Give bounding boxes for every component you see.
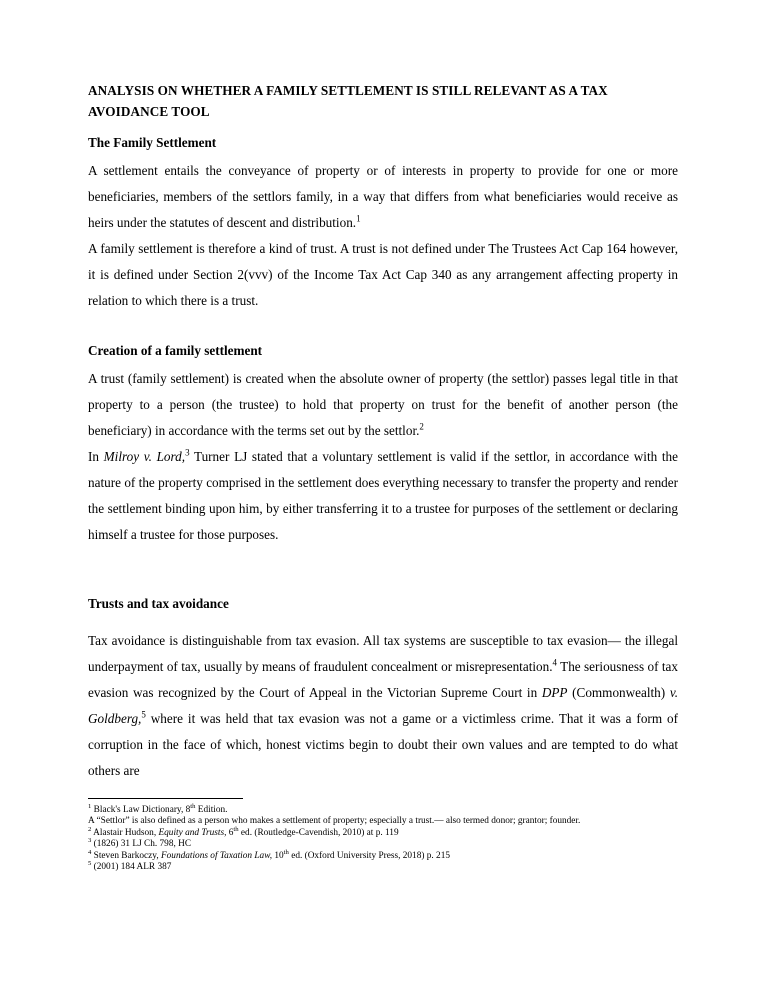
- footnote-3: [88, 839, 678, 850]
- paragraph-family-settlement-trust: A family settlement is therefore a kind of trust. A trust is not defined under The Trustees Act Cap 164 however, it is defined under Section 2(vvv) of the Income Tax Act Cap 340 as any arrangement affecting property in relation to which there is a trust.: [88, 241, 678, 308]
- paragraph-text-lead: In: [88, 449, 104, 464]
- footnote-number-4: 4: [88, 848, 92, 856]
- footnote-2: [88, 825, 678, 839]
- page-title: ANALYSIS ON WHETHER A FAMILY SETTLEMENT IS STILL RELEVANT AS A TAX AVOIDANCE TOOL: [88, 83, 608, 119]
- paragraph-milroy-v-lord: [88, 444, 678, 548]
- footnote-ref-3[interactable]: 3: [185, 447, 190, 458]
- paragraph-trust-creation: [88, 366, 678, 444]
- footnote-4-ordinal: th: [283, 848, 289, 856]
- footnote-3-text: (1826) 31 LJ Ch. 798, HC: [91, 839, 192, 850]
- paragraph-text-c: where it was held that tax evasion was not a game or a victimless crime. That it was a form of corruption in the face of which, honest victims begin to doubt their own values and are tempted to do what others are: [88, 711, 678, 778]
- paragraph-text-a: Tax avoidance is distinguishable from tax evasion. All tax systems are susceptible to tax evasion— the illegal underpayment of tax, usually by means of fraudulent concealment or misrepresentation.: [88, 633, 678, 674]
- paragraph-settlement-definition: [88, 158, 678, 236]
- footnote-2-ordinal: th: [233, 825, 239, 833]
- footnotes-area: [88, 798, 678, 873]
- footnote-2-text-after: ed. (Routledge-Cavendish, 2010) at p. 119: [238, 827, 399, 838]
- footnote-4-text-after: ed. (Oxford University Press, 2018) p. 215: [288, 850, 450, 861]
- footnote-2-title: Equity and Trusts,: [158, 827, 227, 838]
- paragraph-text-b: The seriousness of tax evasion was recognized by the Court of Appeal in the Victorian Supreme Court in: [88, 659, 678, 700]
- footnote-ref-5[interactable]: 5: [141, 709, 146, 720]
- footnote-ref-2[interactable]: 2: [419, 421, 424, 432]
- footnote-4-mid: 10: [272, 850, 284, 861]
- footnote-1-text-before: Black's Law Dictionary, 8: [91, 805, 191, 815]
- footnote-5-text: (2001) 184 ALR 387: [91, 862, 172, 873]
- footnote-1-text-after: Edition.: [195, 805, 228, 815]
- footnote-number-2: 2: [88, 825, 92, 833]
- footnote-ref-4[interactable]: 4: [552, 657, 557, 668]
- section-heading-trusts-tax-avoidance: Trusts and tax avoidance: [88, 596, 229, 611]
- section-heading-creation: Creation of a family settlement: [88, 343, 263, 358]
- footnote-number-5: 5: [88, 859, 92, 867]
- paragraph-tax-avoidance: [88, 628, 678, 784]
- case-citation-milroy: Milroy v. Lord,: [103, 449, 186, 464]
- paragraph-text-commonwealth: (Commonwealth): [567, 685, 670, 700]
- footnote-number-3: 3: [88, 837, 92, 845]
- footnote-separator: [88, 798, 243, 799]
- footnote-1-ordinal: th: [190, 802, 196, 810]
- section-heading-family-settlement: The Family Settlement: [88, 135, 217, 150]
- footnote-2-text-before: Alastair Hudson,: [91, 827, 159, 838]
- footnote-number-1: 1: [88, 802, 92, 810]
- footnote-1-continuation: A “Settlor” is also defined as a person who makes a settlement of property; especially a trust.— also termed donor; grantor; founder.: [88, 816, 581, 827]
- paragraph-text-rest: Turner LJ stated that a voluntary settlement is valid if the settlor, in accordance with the nature of the property comprised in the settlement does everything necessary to transfer the property and render the settlement binding upon him, by either transferring it to a trustee for purposes of the settlement or declaring himself a trustee for those purposes.: [88, 449, 678, 542]
- case-citation-dpp: DPP: [541, 685, 568, 700]
- paragraph-text: A settlement entails the conveyance of property or of interests in property to provide for one or more beneficiaries, members of the settlors family, in a way that differs from what beneficiaries would receive as heirs under the statutes of descent and distribution.: [88, 163, 678, 230]
- paragraph-text: A trust (family settlement) is created when the absolute owner of property (the settlor) passes legal title in that property to a person (the trustee) to hold that property on trust for the benefit of another person (the beneficiary) in accordance with the terms set out by the settlor.: [88, 371, 678, 438]
- footnote-2-mid: 6: [226, 827, 234, 838]
- footnote-ref-1[interactable]: 1: [356, 213, 361, 224]
- footnote-4-text-before: Steven Barkoczy,: [91, 850, 161, 861]
- document-body: [88, 80, 678, 784]
- case-citation-goldberg: v. Goldberg,: [88, 685, 678, 726]
- footnote-1: [88, 802, 678, 816]
- footnote-5: [88, 859, 678, 873]
- footnote-4: [88, 848, 678, 862]
- footnote-4-title: Foundations of Taxation Law,: [160, 850, 273, 861]
